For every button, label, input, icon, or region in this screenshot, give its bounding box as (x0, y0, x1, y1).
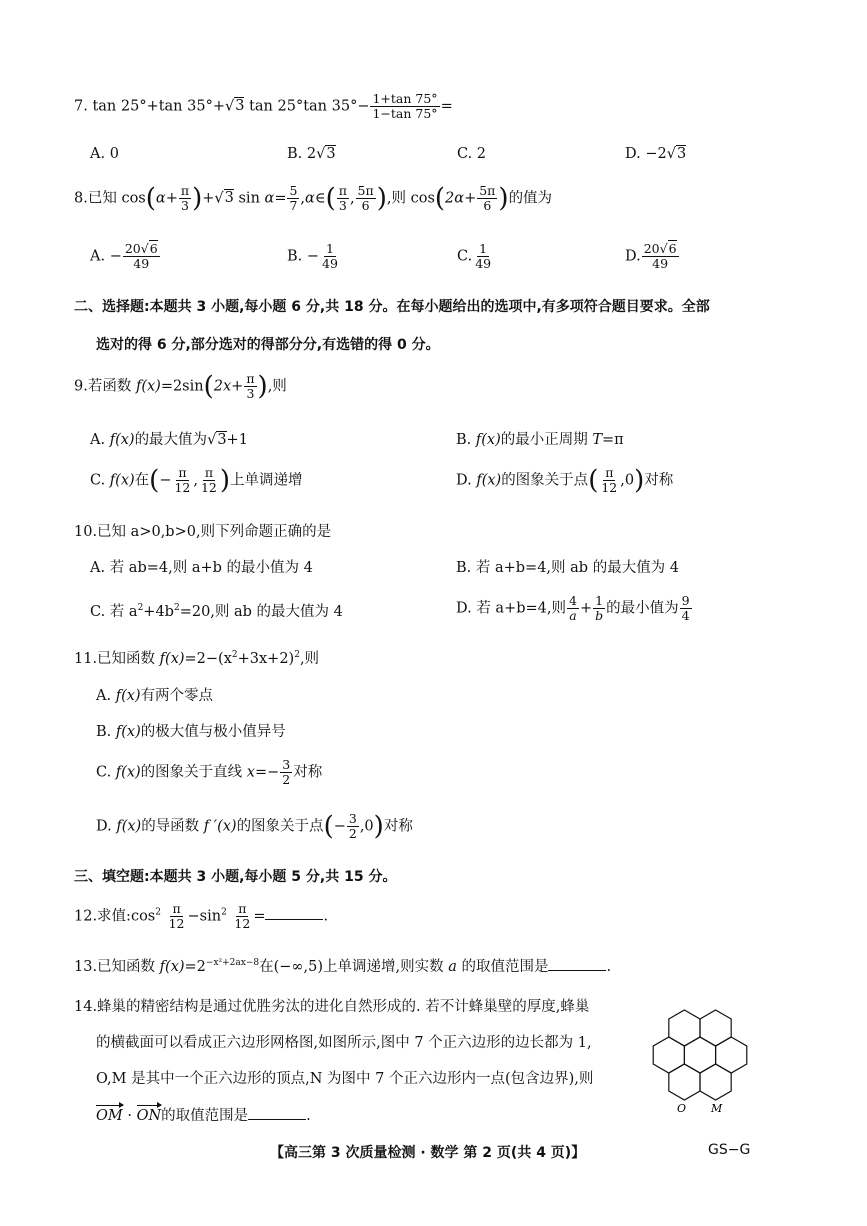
q14-line-1: 14.蜂巢的精密结构是通过优胜劣汰的进化自然形成的. 若不计蜂巢壁的厚度,蜂巢 (74, 999, 590, 1015)
q8-option-b: B. − $\frac{1}{49}$ (287, 241, 338, 271)
q14-answer-blank[interactable] (248, 1105, 306, 1120)
q7-option-a: A. 0 (90, 146, 119, 162)
q9-option-a: A. f(x)的最大值为√3+1 (90, 432, 248, 448)
q8-option-d: D. $\frac{20√6}{49}$ (625, 241, 677, 271)
section-2-heading-cont: 选对的得 6 分,部分选对的得部分分,有选错的得 0 分。 (96, 337, 440, 353)
hexagon-cell (700, 1010, 731, 1046)
page-footer: 【高三第 3 次质量检测 · 数学 第 2 页(共 4 页)】 (270, 1145, 586, 1161)
section-3-heading: 三、填空题:本题共 3 小题,每小题 5 分,共 15 分。 (74, 869, 397, 885)
q10-option-d: D. 若 a+b=4,则 $\frac{4}{a}$ + $\frac{1}{b}$ 的最小值为 $\frac{9}{4}$ (456, 593, 690, 623)
hexagon-cell (716, 1037, 747, 1073)
q10-option-a: A. 若 ab=4,则 a+b 的最小值为 4 (90, 560, 313, 576)
hexagon-cell (684, 1037, 715, 1073)
q11-option-b: B. f(x)的极大值与极小值异号 (96, 724, 286, 740)
hexagon-cell (669, 1064, 700, 1100)
q8-option-a: A. − $\frac{20√6}{49}$ (90, 241, 158, 271)
q10-option-c: C. 若 $a^2+4b^2=20$,则 ab 的最大值为 4 (90, 603, 343, 620)
label-o: O (677, 1102, 687, 1115)
q9-option-d: D. f(x)的图象关于点( $\frac{\pi}{12}$ ,0)对称 (456, 465, 674, 496)
q13-stem: 13.已知函数 $f(x)=2^{-x^2+2ax-8}$在(−∞,5)上单调递增,则实数 a 的取值范围是 . (74, 955, 611, 976)
q11-stem: 11.已知函数 $f(x)=2-(x^2+3x+2)^2$,则 (74, 650, 320, 667)
q14-line-4: OM · ON的取值范围是 . (96, 1104, 311, 1125)
q7-stem: 7. tan 25°+tan 35°+√3 tan 25°tan 35°− $\frac{1+\tan 75^\circ}{1-\tan 75^\circ}$ = (74, 91, 453, 121)
label-m: M (711, 1102, 723, 1115)
honeycomb-figure (640, 1003, 760, 1115)
hexagon-cell (700, 1064, 731, 1100)
q12-answer-blank[interactable] (265, 905, 323, 920)
q9-stem: 9.若函数 f(x)=2sin(2x+ $\frac{\pi}{3}$ ),则 (74, 371, 287, 402)
section-2-heading: 二、选择题:本题共 3 小题,每小题 6 分,共 18 分。在每小题给出的选项中,有多项符合题目要求。全部 (74, 299, 710, 315)
hexagon-cell (653, 1037, 684, 1073)
q14-line-2: 的横截面可以看成正六边形网格图,如图所示,图中 7 个正六边形的边长都为 1, (96, 1035, 592, 1051)
q8-option-c: C. $\frac{1}{49}$ (457, 241, 492, 271)
q14-line-3: O,M 是其中一个正六边形的顶点,N 为图中 7 个正六边形内一点(包含边界),则 (96, 1071, 594, 1087)
q7-option-d: D. −2√3 (625, 146, 687, 162)
q9-option-c: C. f(x)在(− $\frac{\pi}{12}$ , $\frac{\pi}{12}$ )上单调递增 (90, 465, 303, 496)
q7-fraction: $\frac{1+\tan 75^\circ}{1-\tan 75^\circ}$ (372, 91, 438, 121)
paper-code: GS−G (708, 1142, 751, 1158)
q10-stem: 10.已知 a>0,b>0,则下列命题正确的是 (74, 524, 332, 540)
q8-stem: 8.已知 cos(α+ $\frac{\pi}{3}$ )+√3 sin α= $\frac{5}{7}$ ,α∈( $\frac{\pi}{3}$ , $\frac{5\pi}{6}$ ),则 cos(2α+ $\frac{5\pi}{6}$ )的值为 (74, 183, 553, 214)
q7-option-b: B. 2√3 (287, 146, 336, 162)
q12-stem: 12.求值$:\cos^2$ $\frac{\pi}{12}$ $-\sin^2$ $\frac{\pi}{12}$ = . (74, 901, 329, 931)
q11-option-c: C. f(x)的图象关于直线 x=− $\frac{3}{2}$ 对称 (96, 757, 323, 787)
hexagon-cell (669, 1010, 700, 1046)
q13-answer-blank[interactable] (548, 956, 606, 971)
q11-option-a: A. f(x)有两个零点 (96, 688, 214, 704)
q10-option-b: B. 若 a+b=4,则 ab 的最大值为 4 (456, 560, 680, 576)
q9-option-b: B. f(x)的最小正周期 T=π (456, 432, 624, 448)
q11-option-d: D. f(x)的导函数 f ′(x)的图象关于点(− $\frac{3}{2}$ ,0)对称 (96, 811, 413, 842)
q7-option-c: C. 2 (457, 146, 487, 162)
